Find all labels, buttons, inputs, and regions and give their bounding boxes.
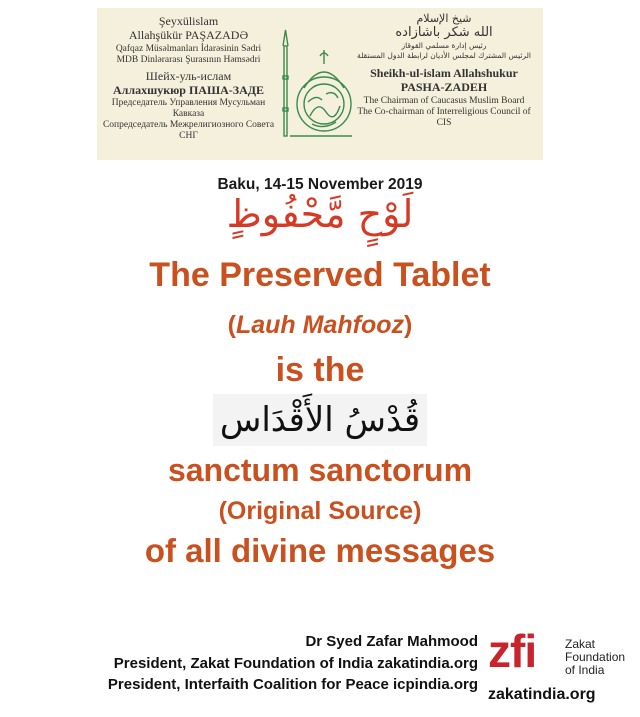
letterhead-role-ar-2: الرئيس المشترك لمجلس الأديان لرابطة الدول المستقلة <box>357 51 531 60</box>
letterhead-role-en-1: The Chairman of Caucasus Muslim Board <box>363 96 525 106</box>
original-source-line: (Original Source) <box>218 497 422 525</box>
letterhead-title-az: Şeyxülislam <box>158 14 219 28</box>
letterhead-right-block <box>349 12 539 129</box>
letterhead-role-en-2: The Co-chairman of Interreligious Council of CIS <box>357 107 531 128</box>
arabic-heading: لَوْحٍ مَّحْفُوظٍ <box>226 192 414 236</box>
arabic-quds: قُدْسُ الأَقْدَاس <box>213 394 427 446</box>
zfi-logo-text-2: Foundation <box>565 650 626 664</box>
translit-italic: Lauh Mahfooz <box>235 311 405 339</box>
zfi-logo <box>488 625 626 684</box>
translit-open-paren: ( <box>227 311 236 339</box>
letterhead-role-ar-1: رئيس إدارة مسلمي القوقاز <box>401 41 487 50</box>
mosque-emblem-icon <box>282 16 354 152</box>
letterhead-name-ru: Аллахшукюр ПАША-ЗАДЕ <box>112 83 265 97</box>
zfi-url: zakatindia.org <box>488 686 596 703</box>
letterhead <box>97 8 543 160</box>
letterhead-role-az-2: MDB Dinlərarası Şurasının Həmsədri <box>116 55 261 65</box>
footer-credits <box>108 631 478 696</box>
letterhead-role-ru-2: Сопредседатель Межрелигиозного Совета СНГ <box>102 120 275 141</box>
letterhead-title-ru: Шейх-уль-ислам <box>145 69 232 83</box>
zfi-logo-text-3: of India <box>565 663 605 677</box>
zfi-logo-letters: zfi <box>488 625 537 677</box>
translit-close-paren: ) <box>404 311 413 339</box>
letterhead-name-az: Allahşükür PAŞAZADƏ <box>128 28 249 42</box>
letterhead-title-ar: شيخ الإسلام <box>416 12 472 25</box>
transliteration-line <box>0 311 640 340</box>
divine-messages-line: of all divine messages <box>144 532 496 569</box>
letterhead-role-az-1: Qafqaz Müsəlmanları İdarəsinin Sədri <box>115 44 262 54</box>
is-the-line: is the <box>275 351 365 389</box>
zfi-logo-text-1: Zakat <box>565 637 596 651</box>
zfi-logo-text <box>565 638 625 677</box>
footer-role-zfi: President, Zakat Foundation of India zakatindia.org <box>113 654 478 672</box>
date-line: Baku, 14-15 November 2019 <box>217 176 423 193</box>
letterhead-left-block <box>101 14 276 142</box>
footer-author: Dr Syed Zafar Mahmood <box>305 633 478 650</box>
footer-role-icp: President, Interfaith Coalition for Peace icpindia.org <box>107 676 478 693</box>
main-title: The Preserved Tablet <box>149 256 491 294</box>
letterhead-name-en: PASHA-ZADEH <box>400 80 488 94</box>
letterhead-role-ru-1: Председатель Управления Мусульман Кавказа <box>111 98 266 119</box>
letterhead-title-en: Sheikh-ul-islam Allahshukur <box>370 66 518 80</box>
sanctum-line: sanctum sanctorum <box>167 452 473 488</box>
letterhead-name-ar: الله شكر باشازاده <box>395 25 493 40</box>
